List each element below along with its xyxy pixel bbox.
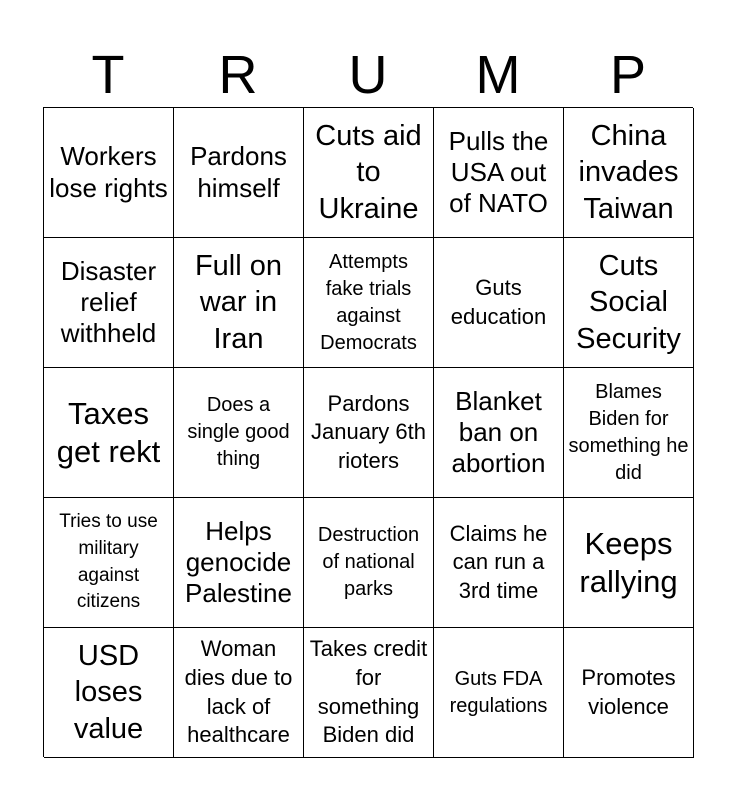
cell-text: USD loses value — [73, 640, 144, 745]
cell-text: Destruction of national parks — [317, 524, 420, 600]
bingo-cell[interactable] — [564, 498, 694, 628]
bingo-cell[interactable] — [434, 368, 564, 498]
cell-text: Takes credit for something Biden did — [309, 636, 428, 748]
bingo-cell[interactable] — [44, 108, 174, 238]
cell-text: Workers lose rights — [49, 141, 168, 203]
bingo-cell[interactable] — [174, 628, 304, 758]
cell-text: Keeps rallying — [579, 525, 678, 599]
cell-text: Disaster relief withheld — [60, 255, 157, 349]
header-letter-u: U — [348, 45, 388, 105]
cell-text: Tries to use military against citizens — [59, 511, 158, 613]
cell-text: Helps genocide Palestine — [185, 515, 292, 609]
cell-text: Taxes get rekt — [56, 395, 161, 469]
bingo-cell[interactable] — [434, 108, 564, 238]
cell-text: Guts education — [450, 274, 547, 329]
bingo-grid — [43, 107, 693, 757]
bingo-cell[interactable] — [174, 108, 304, 238]
bingo-cell[interactable] — [304, 628, 434, 758]
cell-text: Promotes violence — [581, 664, 676, 719]
cell-text: Attempts fake trials against Democrats — [320, 250, 417, 354]
bingo-cell[interactable] — [564, 628, 694, 758]
bingo-cell[interactable] — [434, 628, 564, 758]
header-letter-t: T — [91, 45, 125, 105]
cell-text: Guts FDA regulations — [449, 667, 548, 717]
bingo-cell[interactable] — [564, 108, 694, 238]
bingo-cell[interactable] — [174, 368, 304, 498]
bingo-cell[interactable] — [304, 368, 434, 498]
bingo-cell[interactable] — [564, 238, 694, 368]
header-letter-p: P — [609, 45, 647, 105]
header-letter-r: R — [218, 45, 258, 105]
cell-text: Blames Biden for something he did — [568, 380, 689, 484]
cell-text: Blanket ban on abortion — [451, 385, 546, 479]
bingo-header — [43, 44, 693, 106]
bingo-cell[interactable] — [174, 498, 304, 628]
bingo-cell[interactable] — [434, 498, 564, 628]
cell-text: Cuts Social Security — [576, 250, 681, 355]
bingo-cell[interactable] — [44, 238, 174, 368]
bingo-cell[interactable] — [434, 238, 564, 368]
bingo-cell[interactable] — [44, 498, 174, 628]
cell-text: Pardons himself — [190, 141, 287, 203]
cell-text: Cuts aid to Ukraine — [315, 120, 422, 225]
cell-text: China invades Taiwan — [578, 120, 679, 225]
cell-text: Claims he can run a 3rd time — [449, 520, 548, 603]
bingo-cell[interactable] — [304, 498, 434, 628]
cell-text: Full on war in Iran — [194, 250, 283, 355]
bingo-cell[interactable] — [564, 368, 694, 498]
bingo-cell[interactable] — [44, 368, 174, 498]
bingo-cell[interactable] — [304, 108, 434, 238]
cell-text: Woman dies due to lack of healthcare — [184, 636, 293, 748]
bingo-cell[interactable] — [174, 238, 304, 368]
bingo-cell[interactable] — [304, 238, 434, 368]
cell-text: Pardons January 6th rioters — [311, 390, 426, 473]
bingo-cell[interactable] — [44, 628, 174, 758]
header-letter-m: M — [475, 45, 521, 105]
cell-text: Pulls the USA out of NATO — [448, 125, 549, 219]
cell-text: Does a single good thing — [187, 394, 290, 470]
